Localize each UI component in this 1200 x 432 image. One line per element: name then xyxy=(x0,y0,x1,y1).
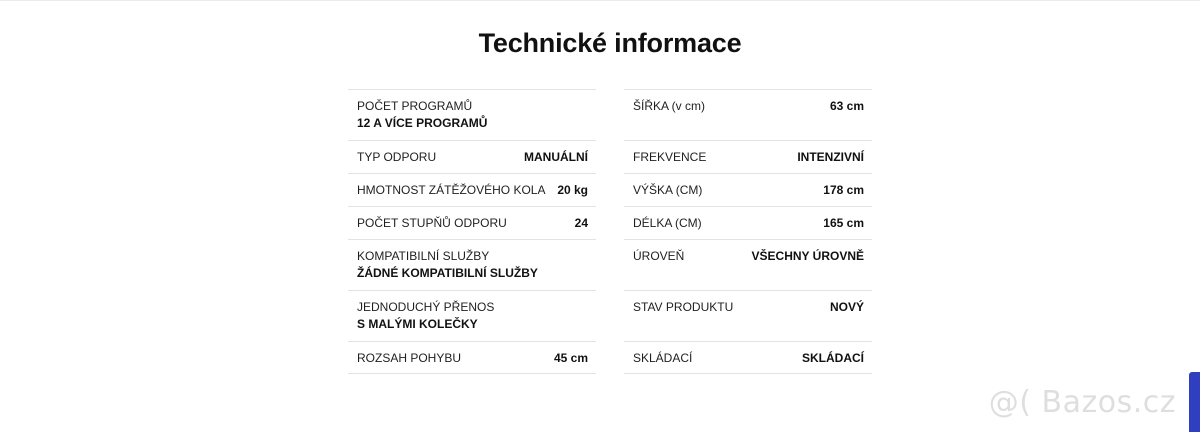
spec-value: SKLÁDACÍ xyxy=(802,351,864,365)
spec-row-length xyxy=(624,206,872,239)
specs-right-column xyxy=(624,89,872,374)
spec-label: ROZSAH POHYBU xyxy=(357,351,462,365)
spec-label: ŠÍŘKA (v cm) xyxy=(633,99,706,113)
spec-row-resistance-levels xyxy=(348,206,596,239)
specs-left-column xyxy=(348,89,596,374)
spec-label: KOMPATIBILNÍ SLUŽBY xyxy=(357,249,490,263)
spec-label: POČET PROGRAMŮ xyxy=(357,99,473,113)
spec-label: STAV PRODUKTU xyxy=(633,300,734,314)
spec-row-easy-transport xyxy=(348,290,596,341)
bazos-watermark: @( Bazos.cz xyxy=(988,385,1176,420)
spec-value: 20 kg xyxy=(557,183,588,197)
spec-value: 165 cm xyxy=(823,216,864,230)
spec-label: FREKVENCE xyxy=(633,150,707,164)
spec-label: HMOTNOST ZÁTĚŽOVÉHO KOLA xyxy=(357,183,546,197)
spec-value: 63 cm xyxy=(829,99,864,113)
spec-row-program-count xyxy=(348,89,596,140)
spec-row-width xyxy=(624,89,872,140)
spec-value: 178 cm xyxy=(823,183,864,197)
spec-row-compatible-services xyxy=(348,239,596,290)
spec-value: S MALÝMI KOLEČKY xyxy=(357,317,478,331)
spec-label: SKLÁDACÍ xyxy=(633,351,693,365)
spec-label: VÝŠKA (CM) xyxy=(633,183,703,197)
spec-row-height xyxy=(624,173,872,206)
spec-label: DÉLKA (CM) xyxy=(633,216,702,230)
spec-value: 45 cm xyxy=(553,351,588,365)
spec-row-resistance-type xyxy=(348,140,596,173)
section-title: Technické informace xyxy=(478,28,742,58)
spec-label: JEDNODUCHÝ PŘENOS xyxy=(357,300,495,314)
spec-row-range-of-motion xyxy=(348,341,596,374)
spec-label: TYP ODPORU xyxy=(357,150,437,164)
spec-value: VŠECHNY ÚROVNĚ xyxy=(751,249,864,263)
spec-row-product-condition xyxy=(624,290,872,341)
spec-value: NOVÝ xyxy=(829,300,864,314)
spec-row-level xyxy=(624,239,872,290)
spec-row-flywheel-weight xyxy=(348,173,596,206)
spec-value: ŽÁDNÉ KOMPATIBILNÍ SLUŽBY xyxy=(357,266,538,280)
spec-row-frequency xyxy=(624,140,872,173)
spec-value: 12 A VÍCE PROGRAMŮ xyxy=(357,116,488,130)
spec-label: ÚROVEŇ xyxy=(633,249,685,263)
spec-label: POČET STUPŇŮ ODPORU xyxy=(357,216,507,230)
spec-row-foldable xyxy=(624,341,872,374)
spec-value: INTENZIVNÍ xyxy=(797,150,864,164)
side-feedback-tab[interactable] xyxy=(1189,372,1200,432)
spec-value: 24 xyxy=(574,216,588,230)
spec-value: MANUÁLNÍ xyxy=(524,150,588,164)
top-divider xyxy=(0,0,1200,1)
